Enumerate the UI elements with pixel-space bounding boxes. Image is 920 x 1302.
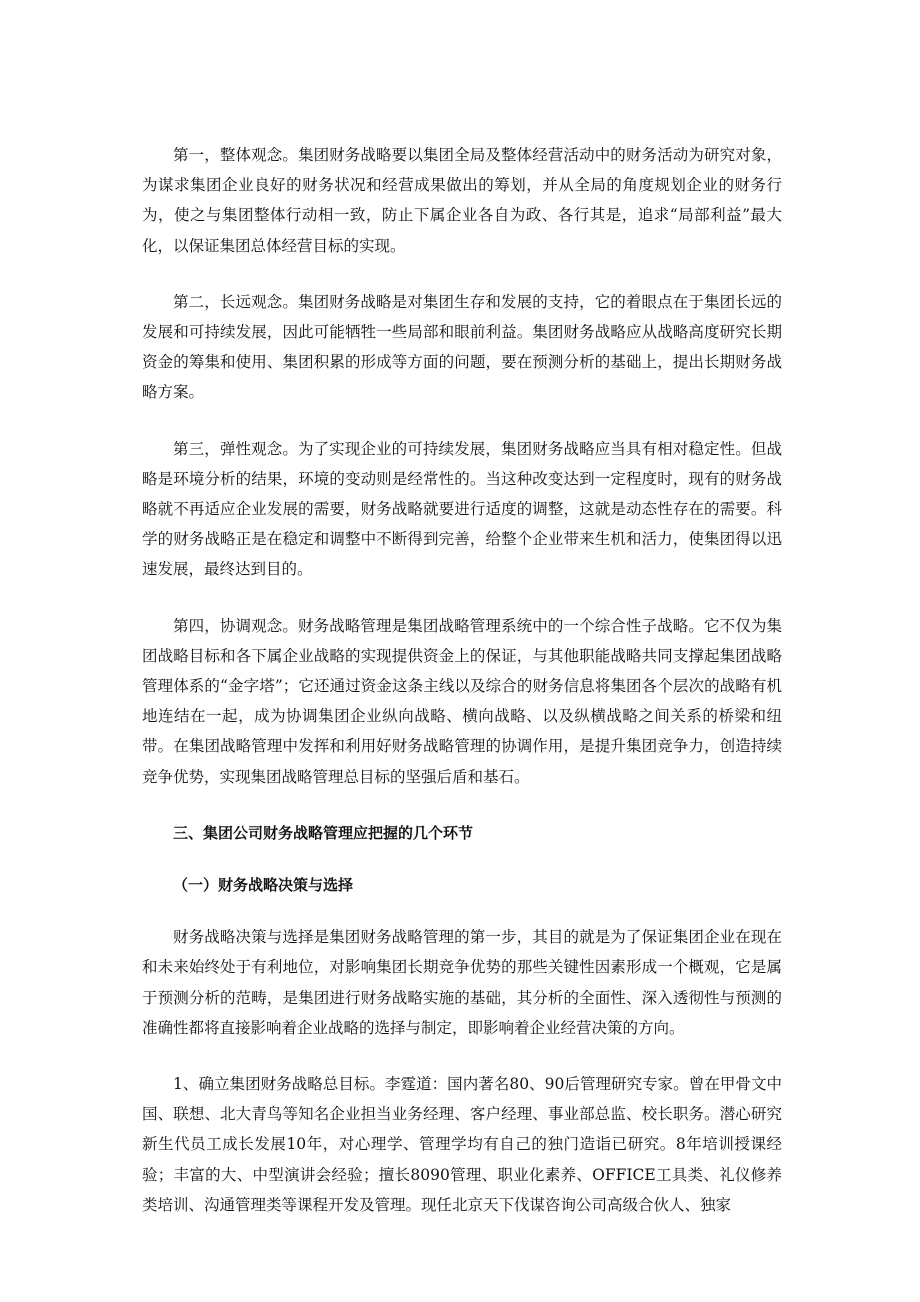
paragraph-goal-setting: 1、确立集团财务战略总目标。李霆道：国内著名80、90后管理研究专家。曾在甲骨文中国、联想、北大青鸟等知名企业担当业务经理、客户经理、事业部总监、校长职务。潜心研究新生代员工成长发展10年，对心理学、管理学均有自己的独门造诣已研究。8年培训授课经验；丰富的大、中型演讲会经验；擅长8090管理、职业化素养、OFFICE工具类、礼仪修养类培训、沟通管理类等课程开发及管理。现任北京天下伐谋咨询公司高级合伙人、独家 bbox=[142, 1075, 782, 1214]
subsection-heading-one: （一）财务战略决策与选择 bbox=[173, 876, 354, 895]
paragraph-holistic-view: 第一，整体观念。集团财务战略要以集团全局及整体经营活动中的财务活动为研究对象，为谋求集团企业良好的财务状况和经营成果做出的筹划，并从全局的角度规划企业的财务行为，使之与集团整体行动相一致，防止下属企业各自为政、各行其是，追求“局部利益”最大化，以保证集团总体经营目标的实现。 bbox=[142, 146, 782, 255]
document-page bbox=[142, 140, 782, 1246]
paragraph-coordination-view: 第四，协调观念。财务战略管理是集团战略管理系统中的一个综合性子战略。它不仅为集团战略目标和各下属企业战略的实现提供资金上的保证，与其他职能战略共同支撑起集团战略管理体系的“金字塔”；它还通过资金这条主线以及综合的财务信息将集团各个层次的战略有机地连结在一起，成为协调集团企业纵向战略、横向战略、以及纵横战略之间关系的桥梁和纽带。在集团战略管理中发挥和利用好财务战略管理的协调作用，是提升集团竞争力，创造持续竞争优势，实现集团战略管理总目标的坚强后盾和基石。 bbox=[142, 616, 782, 786]
paragraph-flexibility-view: 第三，弹性观念。为了实现企业的可持续发展，集团财务战略应当具有相对稳定性。但战略是环境分析的结果，环境的变动则是经常性的。当这种改变达到一定程度时，现有的财务战略就不再适应企业发展的需要，财务战略就要进行适度的调整，这就是动态性存在的需要。科学的财务战略正是在稳定和调整中不断得到完善，给整个企业带来生机和活力，使集团得以迅速发展，最终达到目的。 bbox=[142, 439, 782, 579]
paragraph-decision-selection: 财务战略决策与选择是集团财务战略管理的第一步，其目的就是为了保证集团企业在现在和未来始终处于有利地位，对影响集团长期竞争优势的那些关键性因素形成一个概观，它是属于预测分析的范畴，是集团进行财务战略实施的基础，其分析的全面性、深入透彻性与预测的准确性都将直接影响着企业战略的选择与制定，即影响着企业经营决策的方向。 bbox=[142, 928, 782, 1037]
section-heading-three: 三、集团公司财务战略管理应把握的几个环节 bbox=[173, 823, 474, 842]
paragraph-long-term-view: 第二，长远观念。集团财务战略是对集团生存和发展的支持，它的着眼点在于集团长远的发展和可持续发展，因此可能牺牲一些局部和眼前利益。集团财务战略应从战略高度研究长期资金的筹集和使用、集团积累的形成等方面的问题，要在预测分析的基础上，提出长期财务战略方案。 bbox=[142, 292, 782, 402]
